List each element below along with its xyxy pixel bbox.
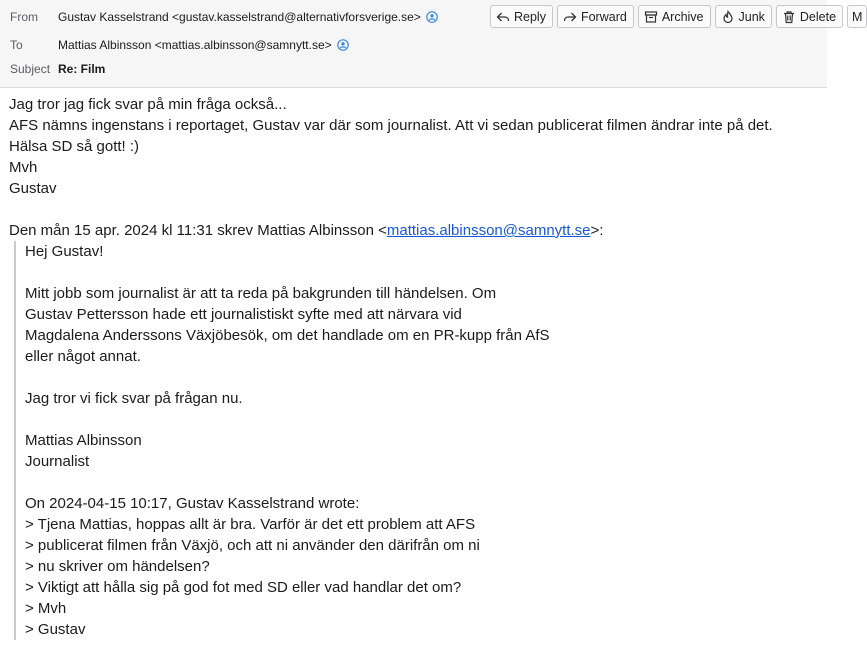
- contact-icon[interactable]: [426, 11, 438, 23]
- nested-quote-line: > publicerat filmen från Växjö, och att ni använder den därifrån om ni: [25, 537, 480, 554]
- subject-value: Re: Film: [58, 62, 106, 76]
- delete-button[interactable]: [776, 5, 843, 28]
- contact-icon[interactable]: [337, 39, 349, 51]
- trash-icon: [782, 10, 796, 24]
- to-label: To: [10, 38, 23, 52]
- from-address[interactable]: Gustav Kasselstrand <gustav.kasselstrand@alternativforsverige.se>: [58, 10, 421, 24]
- reply-button[interactable]: [490, 5, 553, 28]
- blank-line: [25, 367, 827, 388]
- nested-quote-line: > Mvh: [25, 600, 67, 617]
- attribution-prefix: Den mån 15 apr. 2024 kl 11:31 skrev Mattias Albinsson <: [9, 222, 387, 239]
- more-label: M: [852, 9, 863, 24]
- blank-line: [9, 199, 827, 220]
- junk-label: Junk: [738, 9, 765, 24]
- archive-label: Archive: [661, 9, 704, 24]
- attribution-email-link[interactable]: mattias.albinsson@samnytt.se: [386, 222, 591, 239]
- message-header: [0, 0, 863, 88]
- quote-line: Magdalena Anderssons Växjöbesök, om det handlade om en PR-kupp från AfS: [25, 327, 550, 344]
- forward-icon: [563, 10, 577, 24]
- quote-line: Gustav Pettersson hade ett journalistiskt syfte med att närvara vid: [25, 306, 462, 323]
- blank-line: [25, 472, 827, 493]
- quote-line: Jag tror vi fick svar på frågan nu.: [25, 390, 243, 407]
- to-value[interactable]: [58, 38, 349, 52]
- message-toolbar: [490, 5, 867, 28]
- junk-icon: [721, 10, 735, 24]
- nested-quote-line: > nu skriver om händelsen?: [25, 558, 210, 575]
- quote-attribution: [9, 220, 827, 241]
- body-line: Gustav: [9, 180, 57, 197]
- forward-label: Forward: [580, 9, 627, 24]
- reply-label: Reply: [514, 9, 546, 24]
- body-line: Mvh: [9, 159, 38, 176]
- archive-icon: [644, 10, 658, 24]
- archive-button[interactable]: [638, 5, 711, 28]
- quote-signature-name: Mattias Albinsson: [25, 432, 142, 449]
- subject-label: Subject: [10, 62, 51, 76]
- junk-button[interactable]: [715, 5, 772, 28]
- blank-line: [25, 409, 827, 430]
- forward-button[interactable]: [557, 5, 634, 28]
- nested-quote-line: > Gustav: [25, 621, 86, 638]
- nested-quote-line: > Tjena Mattias, hoppas allt är bra. Varför är det ett problem att AFS: [25, 516, 476, 533]
- quote-line: Mitt jobb som journalist är att ta reda på bakgrunden till händelsen. Om: [25, 285, 497, 302]
- nested-quote-line: > Viktigt att hålla sig på god fot med SD eller vad handlar det om?: [25, 579, 462, 596]
- body-line: AFS nämns ingenstans i reportaget, Gustav var där som journalist. Att vi sedan publicerat filmen ändrar inte på det.: [9, 117, 773, 134]
- quote-signature-title: Journalist: [25, 453, 90, 470]
- quote-line: eller något annat.: [25, 348, 141, 365]
- more-button[interactable]: [847, 5, 867, 28]
- body-line: Hälsa SD så gott! :): [9, 138, 140, 155]
- quote-greeting: Hej Gustav!: [25, 243, 104, 260]
- reply-icon: [496, 10, 510, 24]
- body-line: Jag tror jag fick svar på min fråga också...: [9, 96, 287, 113]
- delete-label: Delete: [799, 9, 837, 24]
- to-address[interactable]: Mattias Albinsson <mattias.albinsson@samnytt.se>: [58, 38, 332, 52]
- message-body: [9, 94, 827, 640]
- from-label: From: [10, 10, 38, 24]
- nested-attribution: On 2024-04-15 10:17, Gustav Kasselstrand wrote:: [25, 495, 360, 512]
- quoted-message: [14, 241, 827, 640]
- blank-line: [25, 262, 827, 283]
- from-value[interactable]: [58, 10, 438, 24]
- attribution-suffix: >:: [590, 222, 604, 239]
